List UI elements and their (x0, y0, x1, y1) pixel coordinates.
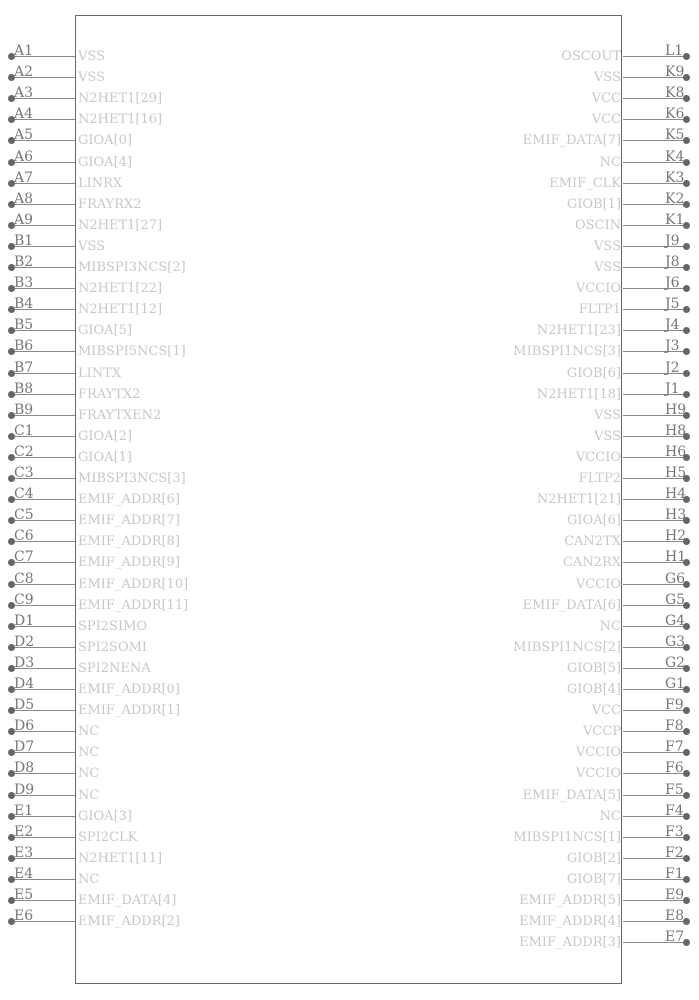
left-pin-c3 (0, 465, 340, 489)
pin-number: B5 (14, 317, 34, 334)
right-pin-f7 (360, 739, 699, 763)
right-pin-h6 (360, 443, 699, 468)
left-pin-d8 (0, 760, 340, 784)
left-pin-b5 (0, 317, 340, 341)
pin-signal-label: GIOA[4] (78, 154, 132, 170)
pin-signal-label: EMIF_DATA[7] (522, 133, 621, 149)
pin-signal-label: VCCIO (575, 449, 621, 465)
pin-number: K9 (665, 64, 685, 81)
left-pin-b3 (0, 275, 340, 299)
pin-number: C9 (14, 591, 34, 608)
pin-signal-label: EMIF_CLK (549, 175, 621, 191)
pin-number: G6 (665, 570, 686, 587)
pin-signal-label: LINRX (78, 175, 123, 191)
pin-number: B4 (14, 296, 34, 313)
pin-signal-label: EMIF_ADDR[6] (78, 492, 180, 508)
pin-number: A3 (14, 85, 34, 102)
pin-number: D4 (14, 676, 35, 692)
pin-number: K8 (665, 85, 685, 102)
left-pin-d9 (0, 781, 340, 806)
pin-number: H1 (665, 549, 687, 566)
pin-number: G3 (665, 633, 686, 650)
right-pin-h8 (360, 422, 699, 447)
left-pin-c5 (0, 507, 340, 531)
left-pin-d4 (0, 676, 340, 700)
pin-signal-label: N2HET1[22] (78, 281, 163, 297)
pin-end-dot (683, 348, 690, 355)
pin-signal-label: VCCIO (575, 576, 621, 592)
pin-number: C3 (14, 465, 34, 481)
pin-signal-label: EMIF_ADDR[4] (519, 914, 621, 930)
pin-signal-label: SPI2SIMO (78, 618, 148, 634)
right-pin-l1 (360, 43, 699, 67)
right-pin-g5 (360, 591, 699, 616)
pin-number: A4 (14, 106, 34, 123)
pin-signal-label: EMIF_DATA[5] (522, 787, 621, 803)
pin-signal-label: EMIF_ADDR[10] (78, 576, 189, 592)
pin-signal-label: N2HET1[18] (536, 386, 621, 402)
pin-signal-label: GIOA[1] (78, 449, 132, 465)
pin-number: A1 (14, 43, 34, 59)
right-pin-j5 (360, 296, 699, 320)
right-pin-j1 (360, 380, 699, 405)
pin-signal-label: VSS (78, 49, 105, 64)
right-pin-f3 (360, 823, 699, 848)
left-pin-e5 (0, 887, 340, 911)
pin-signal-label: VCC (591, 703, 621, 719)
right-pin-k6 (360, 106, 699, 130)
pin-signal-label: N2HET1[27] (78, 217, 163, 233)
right-pin-k3 (360, 169, 699, 194)
right-pin-j6 (360, 275, 699, 299)
right-pin-e9 (360, 887, 699, 911)
pin-number: J4 (665, 317, 680, 334)
pin-signal-label: VCCIO (575, 766, 621, 782)
pin-end-dot (683, 243, 690, 250)
pin-signal-label: VSS (594, 260, 621, 275)
pin-signal-label: EMIF_ADDR[8] (78, 534, 180, 550)
pin-number: C5 (14, 507, 34, 524)
pin-number: J9 (665, 232, 680, 249)
pin-signal-label: NC (78, 766, 100, 782)
pin-signal-label: GIOB[2] (566, 850, 621, 866)
pin-signal-label: VSS (594, 428, 621, 444)
pin-number: F6 (665, 760, 684, 777)
right-pin-f5 (360, 781, 699, 806)
pin-number: H5 (665, 465, 687, 481)
pin-number: A2 (14, 64, 34, 81)
left-pin-e3 (0, 844, 340, 869)
pin-number: C4 (14, 486, 34, 503)
right-pin-f4 (360, 802, 699, 827)
pin-signal-label: SPI2NENA (78, 660, 151, 676)
right-pin-k4 (360, 148, 699, 173)
pin-number: E2 (14, 823, 34, 840)
pin-number: G1 (665, 676, 686, 692)
left-pin-a2 (0, 64, 340, 88)
pin-signal-label: NC (78, 871, 100, 887)
pin-signal-label: VCCIO (575, 745, 621, 761)
pin-number: E4 (14, 865, 34, 882)
right-pin-f6 (360, 760, 699, 784)
pin-number: G5 (665, 591, 686, 608)
left-pin-c7 (0, 549, 340, 573)
pin-signal-label: FRAYTXEN2 (78, 407, 162, 423)
pin-number: L1 (665, 43, 684, 59)
pin-number: J2 (665, 359, 680, 376)
pin-end-dot (683, 306, 690, 313)
pin-signal-label: GIOB[1] (566, 196, 621, 212)
pin-number: K3 (665, 169, 685, 186)
pin-signal-label: FRAYTX2 (78, 386, 141, 402)
pin-signal-label: FLTP1 (578, 302, 621, 318)
pin-signal-label: VSS (594, 238, 621, 254)
pin-number: H3 (665, 507, 687, 524)
pin-number: E6 (14, 908, 34, 925)
left-pin-d3 (0, 654, 340, 679)
pin-number: E7 (665, 929, 685, 946)
left-pin-a6 (0, 148, 340, 173)
pin-signal-label: GIOB[6] (566, 365, 621, 381)
pin-number: A7 (14, 169, 34, 186)
pin-signal-label: VSS (594, 407, 621, 423)
right-pin-f8 (360, 718, 699, 742)
pin-number: F7 (665, 739, 684, 756)
right-pin-j3 (360, 338, 699, 362)
pin-signal-label: NC (78, 724, 100, 740)
left-pin-c6 (0, 528, 340, 552)
pin-number: D9 (14, 781, 35, 798)
right-pin-f9 (360, 697, 699, 721)
pin-signal-label: EMIF_ADDR[9] (78, 555, 180, 571)
pin-number: C2 (14, 443, 34, 460)
pin-signal-label: FRAYRX2 (78, 196, 142, 212)
right-pin-k5 (360, 127, 699, 151)
pin-end-dot (683, 264, 690, 271)
pin-number: A9 (14, 211, 34, 228)
pin-signal-label: MIBSPI1NCS[2] (513, 639, 621, 655)
pin-signal-label: N2HET1[12] (78, 302, 163, 318)
right-pin-f1 (360, 865, 699, 890)
left-pin-a7 (0, 169, 340, 194)
left-pin-c8 (0, 570, 340, 595)
left-pin-d1 (0, 612, 340, 637)
pin-number: H2 (665, 528, 687, 545)
pin-signal-label: OSCIN (574, 217, 621, 233)
pin-end-dot (683, 855, 690, 862)
pin-number: F3 (665, 823, 684, 840)
pin-signal-label: NC (599, 618, 621, 634)
pin-end-dot (683, 770, 690, 777)
left-pin-e1 (0, 802, 340, 827)
left-pin-d7 (0, 739, 340, 763)
right-pin-j8 (360, 254, 699, 278)
pin-number: C8 (14, 570, 34, 587)
pin-end-dot (683, 707, 690, 714)
pin-number: A5 (14, 127, 34, 144)
left-pin-b2 (0, 254, 340, 278)
pin-number: D8 (14, 760, 35, 777)
left-pin-c9 (0, 591, 340, 616)
right-pin-j2 (360, 359, 699, 384)
pin-number: K6 (665, 106, 685, 123)
pin-number: F9 (665, 697, 684, 714)
pin-signal-label: NC (599, 808, 621, 824)
pin-signal-label: MIBSPI1NCS[1] (513, 829, 621, 845)
pin-number: F2 (665, 844, 684, 861)
right-pin-k9 (360, 64, 699, 88)
pin-signal-label: MIBSPI3NCS[3] (78, 471, 186, 486)
pin-signal-label: EMIF_DATA[6] (522, 597, 621, 613)
pin-number: C1 (14, 422, 34, 439)
pin-signal-label: N2HET1[11] (78, 850, 163, 866)
left-pin-b4 (0, 296, 340, 320)
pin-number: G4 (665, 612, 686, 629)
right-pin-j4 (360, 317, 699, 341)
pin-end-dot (683, 813, 690, 820)
pin-number: A6 (14, 148, 34, 165)
pin-signal-label: GIOA[0] (78, 133, 132, 149)
left-pin-d2 (0, 633, 340, 658)
left-pin-b9 (0, 401, 340, 426)
pin-end-dot (683, 327, 690, 334)
pin-signal-label: VSS (78, 70, 105, 86)
left-pin-e2 (0, 823, 340, 848)
left-pin-e4 (0, 865, 340, 890)
pin-number: F1 (665, 865, 684, 882)
pin-signal-label: GIOA[5] (78, 323, 132, 339)
right-pin-h5 (360, 465, 699, 489)
pin-number: E1 (14, 802, 34, 819)
right-pin-k2 (360, 190, 699, 215)
pin-number: D2 (14, 633, 35, 650)
pin-signal-label: NC (599, 154, 621, 170)
pin-signal-label: VCC (591, 112, 621, 128)
pin-signal-label: VSS (78, 238, 105, 254)
pin-number: K1 (665, 211, 685, 228)
pin-signal-label: MIBSPI1NCS[3] (513, 344, 621, 360)
pin-number: B3 (14, 275, 34, 292)
pin-signal-label: EMIF_ADDR[2] (78, 914, 180, 930)
left-pin-b7 (0, 359, 340, 384)
pin-signal-label: EMIF_ADDR[11] (78, 597, 189, 613)
pin-signal-label: NC (78, 745, 100, 761)
pin-number: K2 (665, 190, 685, 207)
pin-signal-label: VSS (594, 70, 621, 86)
pin-end-dot (683, 749, 690, 756)
left-pin-c1 (0, 422, 340, 447)
pin-signal-label: VCCIO (575, 281, 621, 297)
pin-number: J8 (665, 254, 680, 270)
right-pin-h3 (360, 507, 699, 531)
pin-number: B6 (14, 338, 34, 355)
left-pin-a8 (0, 190, 340, 215)
left-pin-b8 (0, 380, 340, 405)
left-pin-a3 (0, 85, 340, 109)
pin-signal-label: EMIF_ADDR[7] (78, 513, 180, 529)
right-pin-j9 (360, 232, 699, 257)
right-pin-g4 (360, 612, 699, 637)
pin-end-dot (683, 834, 690, 841)
pin-number: B8 (14, 380, 34, 397)
left-pin-d5 (0, 697, 340, 721)
pin-signal-label: SPI2CLK (78, 829, 138, 845)
pin-signal-label: SPI2SOMI (78, 639, 148, 655)
pin-number: K5 (665, 127, 685, 144)
pin-number: J3 (665, 338, 680, 355)
pin-signal-label: VCCP (582, 724, 621, 740)
left-pin-a1 (0, 43, 340, 67)
pin-number: H4 (665, 486, 687, 503)
pin-number: E9 (665, 887, 685, 903)
pin-number: F5 (665, 781, 684, 798)
right-pin-g2 (360, 654, 699, 679)
pin-number: D7 (14, 739, 35, 756)
pin-signal-label: MIBSPI5NCS[1] (78, 344, 186, 360)
pin-signal-label: EMIF_ADDR[5] (519, 893, 621, 908)
pin-signal-label: CAN2RX (562, 555, 621, 571)
left-pin-d6 (0, 718, 340, 742)
pin-number: B2 (14, 254, 34, 270)
left-pin-b1 (0, 232, 340, 257)
right-pin-e8 (360, 908, 699, 932)
pin-number: B9 (14, 401, 34, 418)
right-pin-h1 (360, 549, 699, 573)
pin-signal-label: N2HET1[16] (78, 112, 163, 128)
pin-number: D3 (14, 654, 35, 671)
pin-signal-label: EMIF_ADDR[3] (519, 935, 621, 951)
left-pin-c2 (0, 443, 340, 468)
right-pin-f2 (360, 844, 699, 869)
pin-number: D1 (14, 612, 35, 629)
left-pin-e6 (0, 908, 340, 932)
left-pin-a5 (0, 127, 340, 151)
pin-end-dot (683, 728, 690, 735)
pin-signal-label: N2HET1[21] (536, 492, 621, 508)
pin-number: A8 (14, 190, 34, 207)
pin-number: J1 (665, 380, 680, 397)
pin-end-dot (683, 285, 690, 292)
pin-number: B7 (14, 359, 34, 376)
pin-number: B1 (14, 232, 34, 249)
pin-number: K4 (665, 148, 685, 165)
left-pin-a4 (0, 106, 340, 130)
left-pin-c4 (0, 486, 340, 510)
pin-signal-label: GIOB[5] (566, 660, 621, 676)
pin-end-dot (683, 370, 690, 377)
pin-signal-label: EMIF_ADDR[0] (78, 682, 180, 697)
pin-number: H9 (665, 401, 687, 418)
pin-number: H6 (665, 443, 687, 460)
right-pin-k8 (360, 85, 699, 109)
pin-number: E5 (14, 887, 34, 903)
right-pin-h4 (360, 486, 699, 510)
right-pin-h9 (360, 401, 699, 426)
pin-signal-label: GIOB[7] (566, 871, 621, 887)
pin-signal-label: FLTP2 (578, 471, 621, 486)
pin-signal-label: GIOA[2] (78, 428, 132, 444)
pin-number: E8 (665, 908, 685, 925)
pin-number: C6 (14, 528, 34, 545)
pin-end-dot (683, 876, 690, 883)
pin-signal-label: GIOB[4] (566, 682, 621, 697)
pin-number: F8 (665, 718, 684, 735)
pin-signal-label: N2HET1[29] (78, 91, 163, 107)
pin-end-dot (683, 792, 690, 799)
pin-signal-label: GIOA[3] (78, 808, 132, 824)
pin-number: H8 (665, 422, 687, 439)
right-pin-g3 (360, 633, 699, 658)
right-pin-k1 (360, 211, 699, 236)
pin-signal-label: GIOA[6] (567, 513, 621, 529)
pin-number: G2 (665, 654, 686, 671)
left-pin-b6 (0, 338, 340, 362)
pin-number: D6 (14, 718, 35, 735)
left-pin-a9 (0, 211, 340, 236)
pin-signal-label: CAN2TX (564, 534, 621, 550)
pin-signal-label: OSCOUT (561, 49, 621, 64)
pin-number: D5 (14, 697, 35, 714)
pin-signal-label: EMIF_DATA[4] (78, 893, 177, 908)
pin-signal-label: VCC (591, 91, 621, 107)
pin-end-dot (683, 391, 690, 398)
right-pin-h2 (360, 528, 699, 552)
pin-number: C7 (14, 549, 34, 566)
pin-end-dot (683, 53, 690, 60)
pin-signal-label: LINTX (78, 365, 122, 381)
pin-signal-label: NC (78, 787, 100, 803)
pin-number: E3 (14, 844, 34, 861)
right-pin-e7 (360, 929, 699, 953)
pin-number: J6 (665, 275, 680, 292)
pin-signal-label: MIBSPI3NCS[2] (78, 260, 186, 275)
right-pin-g6 (360, 570, 699, 595)
pin-signal-label: N2HET1[23] (536, 323, 621, 339)
pin-number: J5 (665, 296, 680, 313)
pin-signal-label: EMIF_ADDR[1] (78, 703, 180, 719)
pin-number: F4 (665, 802, 684, 819)
right-pin-g1 (360, 676, 699, 700)
